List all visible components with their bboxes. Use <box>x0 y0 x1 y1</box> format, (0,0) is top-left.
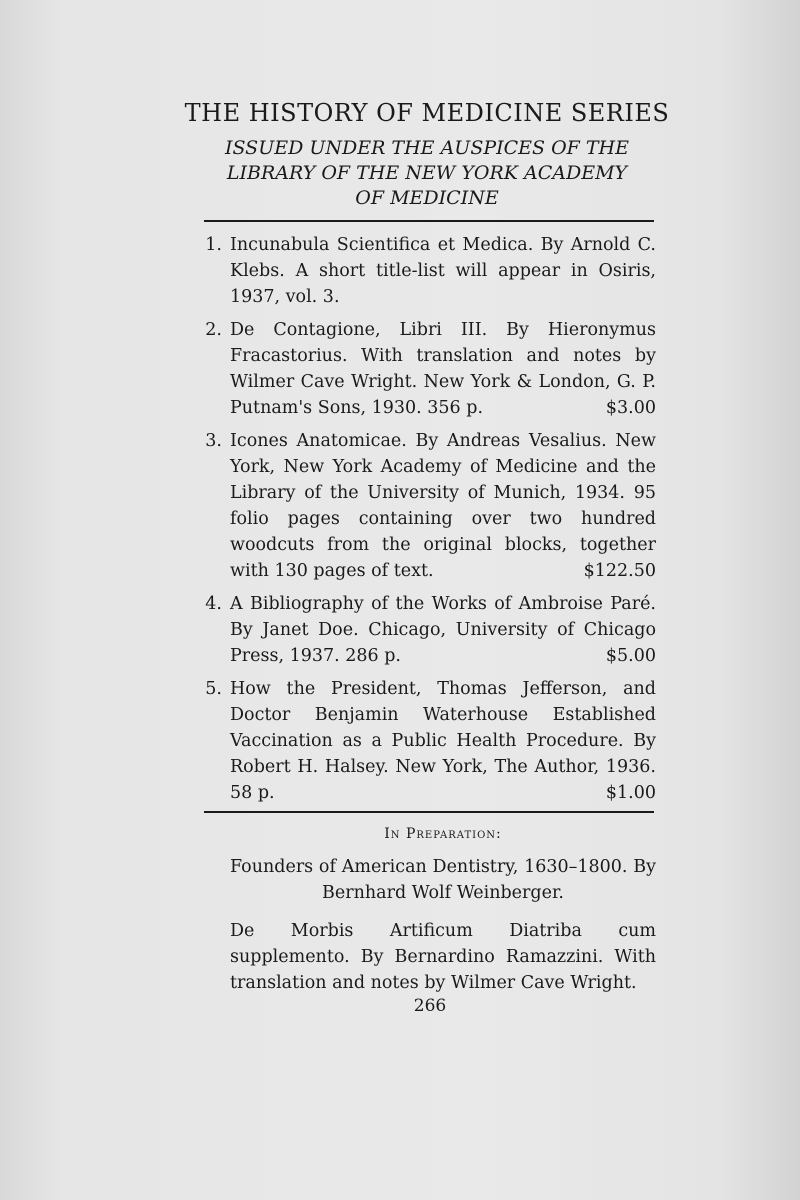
subtitle-line: OF MEDICINE <box>355 187 499 209</box>
top-divider <box>204 220 654 222</box>
item-number: 2. <box>205 320 222 340</box>
item-price: $3.00 <box>605 398 656 418</box>
item-body <box>230 676 656 806</box>
in-preparation-item: Founders of American Dentistry, 1630–1800. By Bernhard Wolf Weinberger. <box>230 857 656 903</box>
in-preparation-item: De Morbis Artificum Diatriba cum supplemento. By Bernardino Ramazzini. With translation and notes by Wilmer Cave Wright. <box>230 921 656 993</box>
item-price: $5.00 <box>605 646 656 666</box>
page-number: 266 <box>413 996 447 1016</box>
subtitle-line: LIBRARY OF THE NEW YORK ACADEMY <box>226 162 628 184</box>
item-price: $122.50 <box>583 561 656 581</box>
list-item-5 <box>190 676 656 806</box>
item-number: 5. <box>205 679 222 699</box>
series-list <box>190 232 656 813</box>
in-preparation-section <box>230 822 656 1008</box>
item-price: $1.00 <box>605 783 656 803</box>
item-number: 3. <box>205 431 222 451</box>
list-item-1 <box>190 232 656 310</box>
series-title: THE HISTORY OF MEDICINE SERIES <box>184 99 670 127</box>
in-preparation-heading: In Preparation: <box>384 826 502 842</box>
item-body <box>230 591 656 669</box>
list-item-2 <box>190 317 656 421</box>
subtitle-line: ISSUED UNDER THE AUSPICES OF THE <box>224 137 629 159</box>
series-subtitle <box>160 136 694 211</box>
series-header <box>160 98 694 211</box>
item-body <box>230 317 656 421</box>
item-number: 4. <box>205 594 222 614</box>
item-text: A Bibliography of the Works of Ambroise Paré. By Janet Doe. Chicago, University of Chicago Press, 1937. 286 p. <box>230 594 656 666</box>
item-number: 1. <box>205 235 222 255</box>
list-item-4 <box>190 591 656 669</box>
list-item-3 <box>190 428 656 584</box>
item-text: Incunabula Scientifica et Medica. By Arnold C. Klebs. A short title-list will appear in Osiris, 1937, vol. 3. <box>230 235 656 307</box>
item-text: De Contagione, Libri III. By Hieronymus Fracastorius. With translation and notes by Wilmer Cave Wright. New York & London, G. P. Putnam's Sons, 1930. 356 p. <box>230 320 656 418</box>
item-text: How the President, Thomas Jefferson, and Doctor Benjamin Waterhouse Established Vaccination as a Public Health Procedure. By Robert H. Halsey. New York, The Author, 1936. 58 p. <box>230 679 656 803</box>
bottom-divider <box>204 811 654 813</box>
item-text: Icones Anatomicae. By Andreas Vesalius. New York, New York Academy of Medicine and the Library of the University of Munich, 1934. 95 folio pages containing over two hundred woodcuts from the original blocks, together with 130 pages of text. <box>230 431 656 581</box>
